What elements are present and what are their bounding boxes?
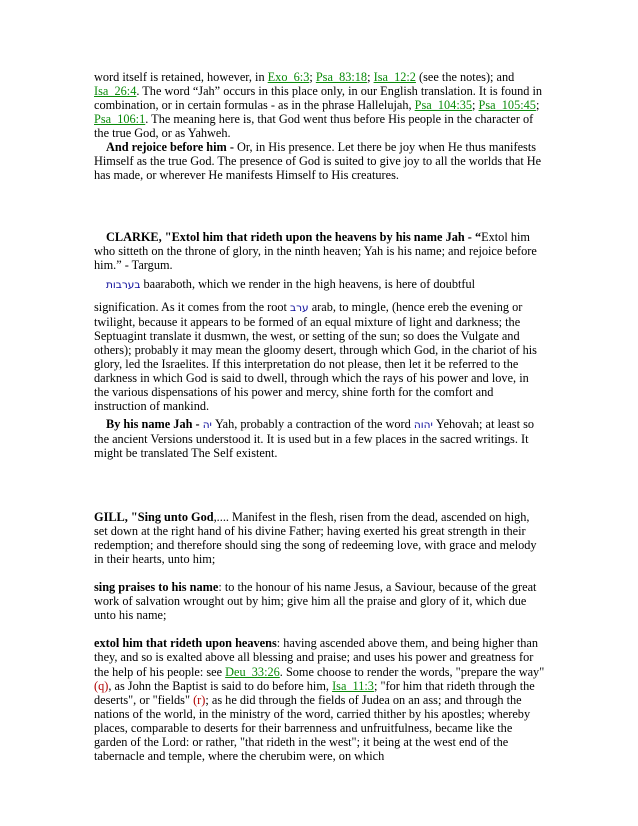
verse-phrase: And rejoice before him -	[106, 140, 238, 155]
comment-text: signification. As it comes from the root	[94, 299, 291, 314]
footnote-marker[interactable]: (q)	[94, 678, 109, 693]
comment-text: Extol him who sitteth on the throne of glory, in the ninth heaven; Yah is his name; and rejoice before him.” - Targum.	[94, 230, 537, 273]
comment-text: , as John the Baptist is said to do before him,	[108, 678, 333, 693]
rejoice-paragraph	[94, 140, 546, 182]
ref-link[interactable]: Psa_83:18	[315, 70, 368, 84]
intro-text: . The word “Jah” occurs in this place only, in our English translation. It is found in combination, or in certain formulas - as in the phrase Hallelujah,	[94, 84, 543, 113]
comment-text: Yah, probably a contraction of the word	[211, 416, 414, 431]
comment-text: Yehovah; at least so the ancient Versions understood it. It is used but in a few places in the sacred writings. It might be translated The Self existent.	[94, 416, 535, 461]
comment-text: : having ascended above them, and being higher than they, and so is exalted above all blessing and praise; and uses his power and greatness for the help of his people: see	[94, 636, 538, 679]
gill-extol-paragraph	[94, 636, 546, 762]
commentator-heading: CLARKE, "Extol him that rideth upon the heavens by his name Jah - “	[106, 230, 482, 245]
ref-link[interactable]: Psa_105:45	[478, 98, 536, 113]
footnote-marker[interactable]: (r)	[193, 692, 206, 707]
clarke-name-paragraph	[94, 417, 546, 460]
commentary-page	[94, 70, 546, 763]
comment-text: arab, to mingle, (hence ereb the evening or twilight, because it appears to be formed of an equal mixture of light and darkness; the Septuagint translate it dusmwn, the west, or setting of the sun; so does the Vulgate and others); probably it may mean the gloomy desert, through which God, in the chariot of his glory, led the Israelites. If this interpretation do not please, then let it be referred to the darkness in which God is said to dwell, through which the rays of his power and love, in the various dispensations of his power and mercy, shine forth for the comfort and instruction of mankind.	[94, 299, 537, 413]
comment-text: ; "for him that rideth through the deserts", or "fields"	[94, 678, 535, 707]
ref-link[interactable]: Psa_106:1	[94, 112, 146, 127]
separator: ;	[472, 98, 479, 113]
comment-text: : to the honour of his name Jesus, a Saviour, because of the great work of salvation wrought out by him; give him all the praise and glory of it, which due unto his name;	[94, 580, 537, 623]
intro-paragraph	[94, 70, 546, 140]
ref-link[interactable]: Isa_26:4	[94, 84, 137, 99]
hebrew-word: ערב	[290, 301, 309, 314]
intro-text: word itself is retained, however, in	[94, 70, 268, 84]
verse-phrase: sing praises to his name	[94, 580, 219, 595]
gill-praises-paragraph	[94, 580, 546, 622]
comment-text: ,.... Manifest in the flesh, risen from the dead, ascended on high, set down at the right hand of his divine Father; having exerted his great strength in their redemption; and therefore should sing the song of redeeming love, with grace and melody in their hearts, unto him;	[94, 510, 537, 567]
comment-text: . Some choose to render the words, "prepare the way"	[279, 664, 545, 679]
hebrew-word: יהוה	[413, 418, 433, 431]
clarke-signification-paragraph	[94, 300, 546, 413]
comment-text: baaraboth, which we render in the high heavens, is here of doubtful	[140, 276, 476, 291]
hebrew-word: בערבות	[106, 278, 141, 291]
intro-text: (see the notes); and	[415, 70, 515, 84]
separator: ;	[367, 70, 374, 84]
comment-text: Or, in His presence. Let there be joy when He thus manifests Himself as the true God. The presence of God is suited to give joy to all the worlds that He has made, or wherever He manifests Himself to His creatures.	[94, 140, 542, 183]
verse-phrase: By his name Jah -	[106, 416, 203, 431]
verse-phrase: extol him that rideth upon heavens	[94, 636, 277, 651]
separator: ;	[535, 98, 540, 113]
gill-paragraph	[94, 510, 546, 566]
ref-link[interactable]: Psa_104:35	[414, 98, 473, 113]
clarke-hebrew-line	[94, 277, 546, 292]
comment-text: ; as he did through the fields of Judea on an ass; and through the nations of the world, in the ministry of the word, carried thither by his apostles; whereby places, comparable to deserts for their barrenness and unfruitfulness, became like the garden of the Lord: or rather, "that rideth in the west"; it being at the west end of the tabernacle and temple, where the cherubim were, on which	[94, 692, 531, 763]
hebrew-word: יה	[202, 418, 212, 431]
commentator-heading: GILL, "Sing unto God	[94, 510, 214, 525]
separator: ;	[309, 70, 316, 84]
intro-text: . The meaning here is, that God went thus before His people in the character of the true God, or as Yahweh.	[94, 112, 534, 141]
ref-link[interactable]: Isa_12:2	[373, 70, 416, 84]
clarke-paragraph	[94, 230, 546, 272]
ref-link[interactable]: Deu_33:26	[225, 664, 280, 679]
ref-link[interactable]: Exo_6:3	[267, 70, 310, 84]
ref-link[interactable]: Isa_11:3	[332, 678, 374, 693]
